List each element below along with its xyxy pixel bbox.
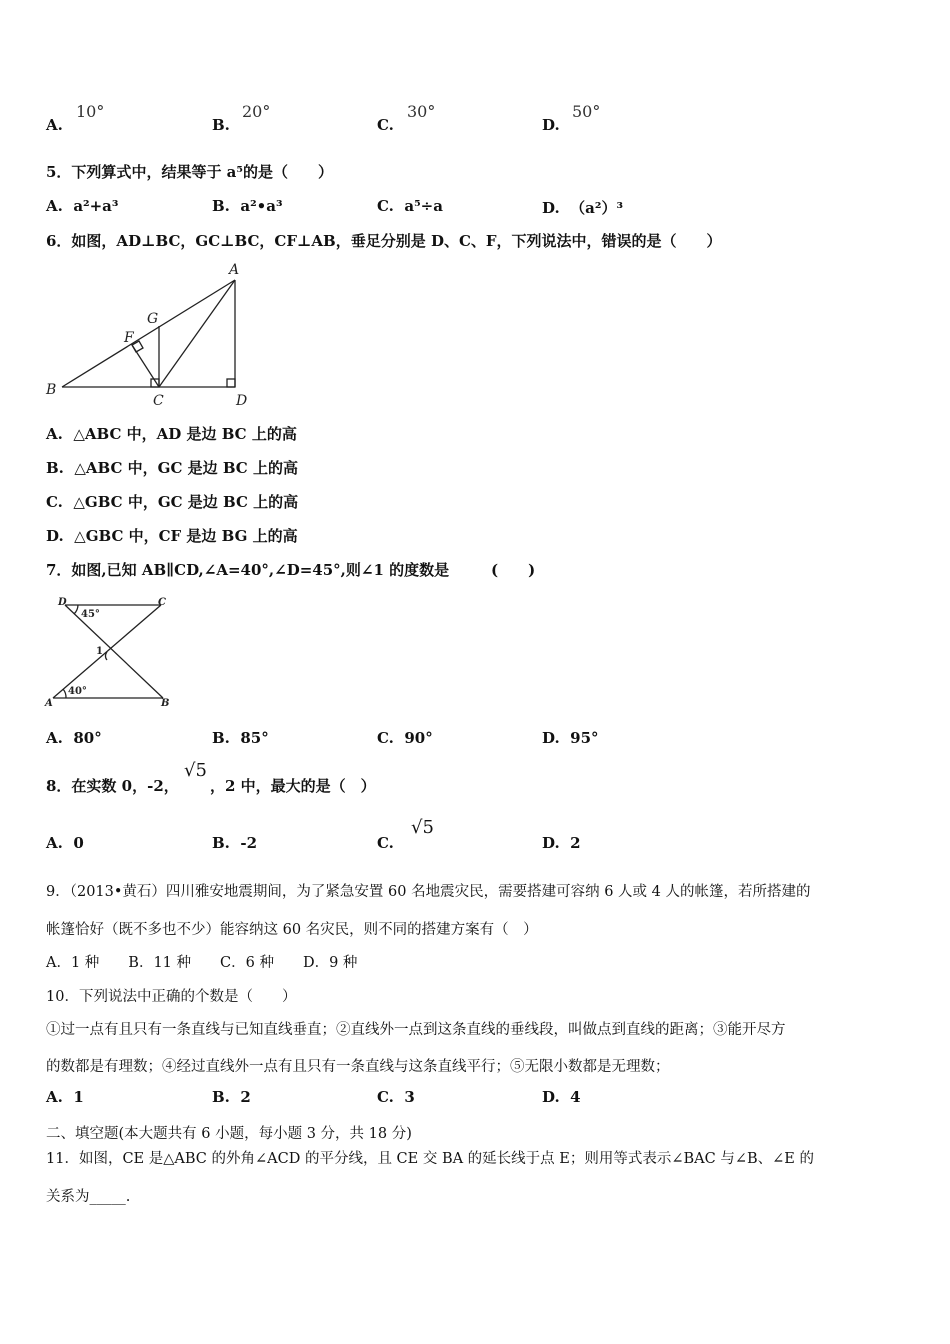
q10-option-a: A. 1: [46, 1088, 84, 1106]
q7-line-ac: [53, 605, 161, 698]
q7-angle-a-arc: [63, 689, 66, 698]
q7-option-a: A. 80°: [46, 729, 102, 747]
q4-option-d: D. 50°: [542, 102, 601, 134]
q7-label-1: 1: [96, 646, 103, 657]
q7-option-c: C. 90°: [377, 729, 433, 747]
q6-label-b: B: [46, 382, 57, 398]
q9-line1: 9．（2013•黄石）四川雅安地震期间，为了紧急安置 60 名地震灾民，需要搭建可容纳 6 人或 4 人的帐篷，若所搭建的: [46, 884, 811, 900]
q6-option-d: D. △GBC 中，CF 是边 BG 上的高: [46, 527, 298, 545]
q4-option-a: A. 10°: [46, 102, 105, 134]
q10-option-d: D. 4: [542, 1088, 581, 1106]
q7-label-d: D: [58, 597, 67, 608]
q7-option-b: B. 85°: [212, 729, 269, 747]
q4-option-a-value: 10°: [76, 102, 105, 121]
q9-line2: 帐篷恰好（既不多也不少）能容纳这 60 名灾民，则不同的搭建方案有（ ）: [46, 922, 538, 938]
q5-option-a: A. a²+a³: [46, 197, 119, 215]
q10-line2: 的数都是有理数；④经过直线外一点有且只有一条直线与这条直线平行；⑤无限小数都是无理数；: [46, 1059, 670, 1075]
q7-label-b: B: [161, 698, 170, 709]
q4-option-d-value: 50°: [572, 102, 601, 121]
q10-line1: ①过一点有且只有一条直线与已知直线垂直；②直线外一点到这条直线的垂线段，叫做点到直线的距离；③能开尽方: [46, 1022, 786, 1038]
q8-stem-root: √5: [184, 760, 207, 781]
q11-line2: 关系为_____.: [46, 1189, 131, 1205]
q7-stem: 7．如图,已知 AB∥CD,∠A=40°,∠D=45°,则∠1 的度数是: [46, 561, 450, 579]
q4-option-c-value: 30°: [407, 102, 436, 121]
q8-option-c: C. √5: [377, 817, 434, 852]
q6-line-ac: [159, 280, 235, 387]
q6-label-d: D: [236, 393, 248, 409]
q10-option-c: C. 3: [377, 1088, 415, 1106]
q10-stem: 10．下列说法中正确的个数是（ ）: [46, 989, 297, 1005]
q7-angle-1-arc: [105, 652, 107, 660]
q6-label-f: F: [124, 330, 134, 346]
q5-option-d: D. （a²）³: [542, 199, 624, 217]
q6-stem: 6．如图，AD⊥BC，GC⊥BC，CF⊥AB，垂足分别是 D、C、F，下列说法中，错误的是（ ）: [46, 232, 722, 250]
q4-option-b-value: 20°: [242, 102, 271, 121]
q8-stem-part2: ，2 中，最大的是（ ）: [210, 777, 376, 795]
q11-line1: 11．如图，CE 是△ABC 的外角∠ACD 的平分线，且 CE 交 BA 的延长线于点 E；则用等式表示∠BAC 与∠B、∠E 的: [46, 1151, 815, 1167]
q6-figure: [40, 258, 260, 410]
q9-options: A．1 种 B．11 种 C．6 种 D．9 种: [46, 955, 358, 971]
q7-option-d: D. 95°: [542, 729, 599, 747]
q7-angle-d-arc: [74, 605, 78, 614]
q6-right-angle-d: [227, 379, 235, 387]
section2-title: 二、填空题(本大题共有 6 小题，每小题 3 分，共 18 分): [46, 1126, 412, 1142]
q5-option-c: C. a⁵÷a: [377, 197, 443, 215]
q6-option-b: B. △ABC 中，GC 是边 BC 上的高: [46, 459, 298, 477]
q8-option-d: D. 2: [542, 834, 581, 852]
q6-label-c: C: [153, 393, 164, 409]
q4-option-c: C. 30°: [377, 102, 436, 134]
q6-label-g: G: [147, 311, 159, 327]
q7-line-db: [65, 605, 163, 698]
q5-stem: 5．下列算式中，结果等于 a⁵的是（ ）: [46, 163, 333, 181]
q6-label-a: A: [229, 262, 240, 278]
q7-figure: [44, 594, 178, 712]
q6-option-c: C. △GBC 中，GC 是边 BC 上的高: [46, 493, 299, 511]
q8-option-a: A. 0: [46, 834, 84, 852]
q10-option-b: B. 2: [212, 1088, 251, 1106]
q7-label-c: C: [158, 597, 166, 608]
q7-label-a: A: [45, 698, 53, 709]
q5-option-b: B. a²•a³: [212, 197, 283, 215]
q7-label-40: 40°: [68, 686, 87, 697]
q4-option-b: B. 20°: [212, 102, 271, 134]
q6-option-a: A. △ABC 中，AD 是边 BC 上的高: [46, 425, 297, 443]
q8-option-b: B. -2: [212, 834, 258, 852]
q7-paren: ( ): [491, 561, 536, 579]
q8-stem-part1: 8．在实数 0，-2，: [46, 777, 179, 795]
q7-label-45: 45°: [81, 609, 100, 620]
